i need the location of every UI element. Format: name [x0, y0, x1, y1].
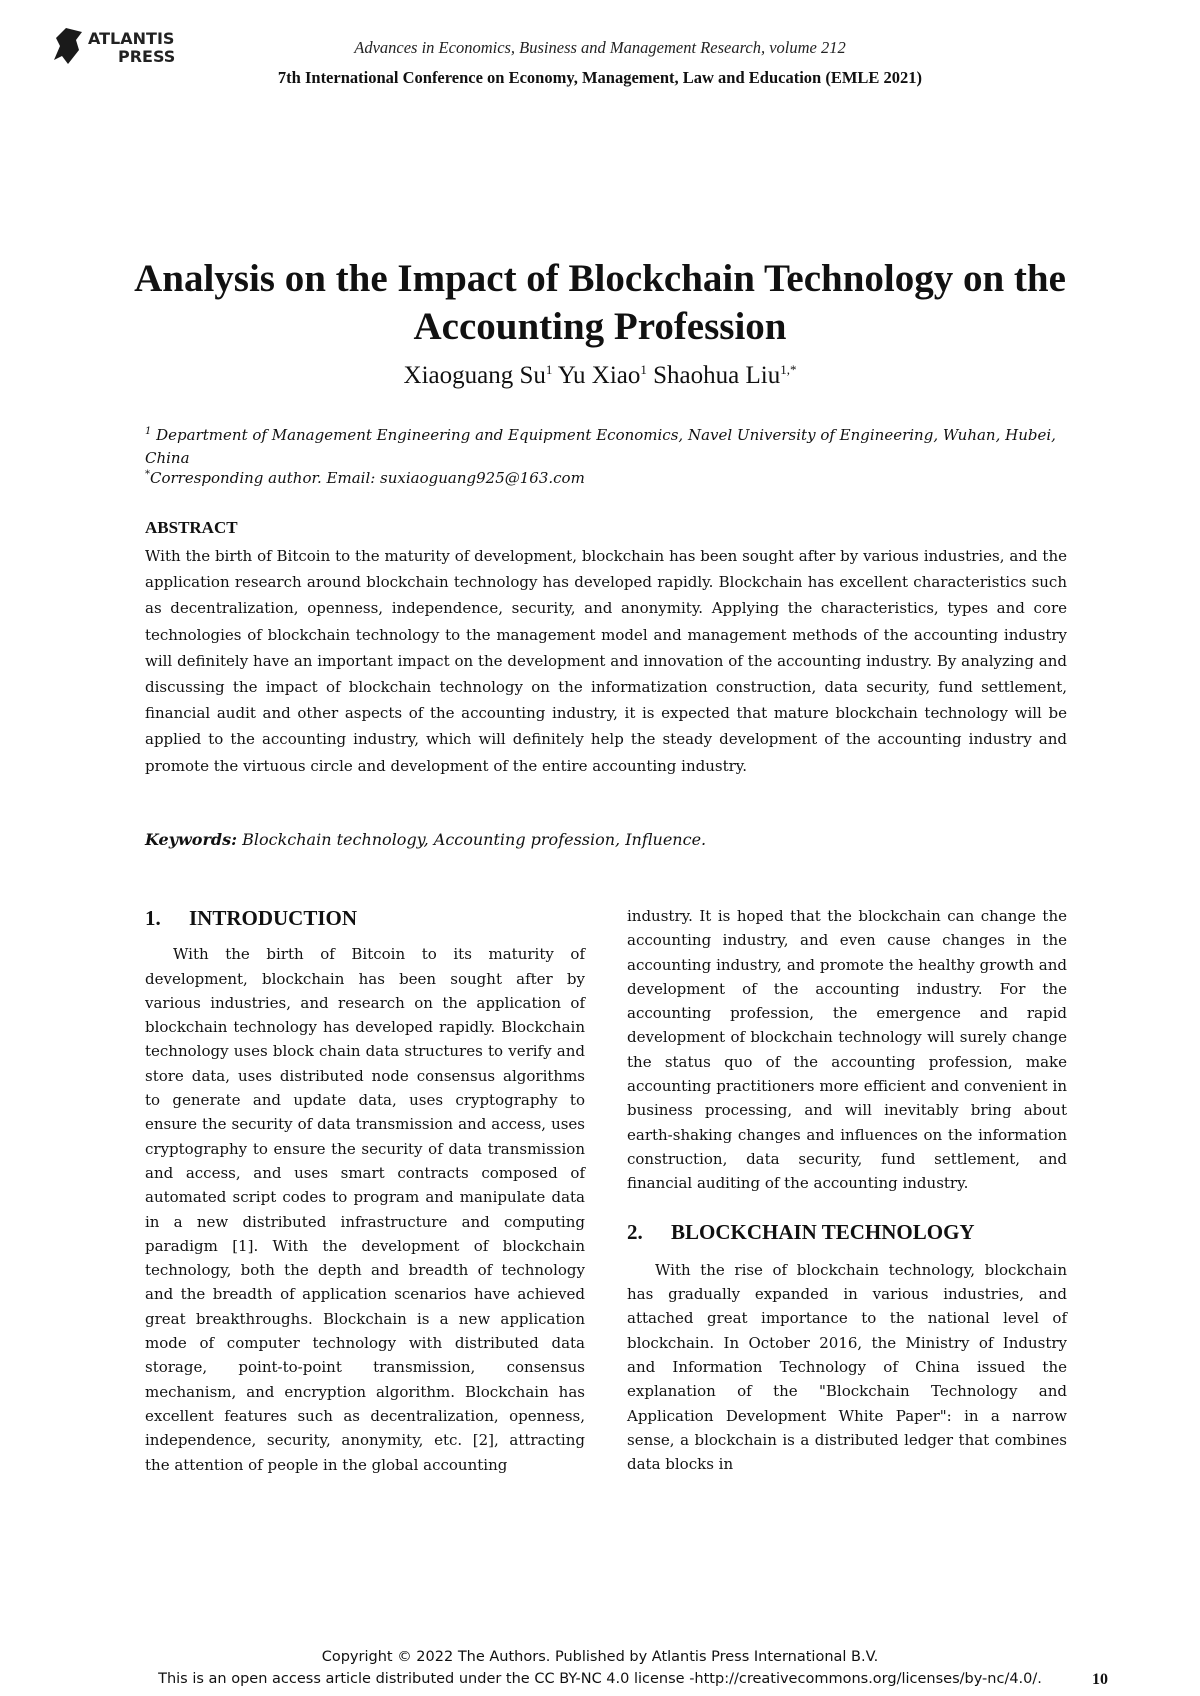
page-number: 10	[1092, 1671, 1108, 1688]
conference-title: 7th International Conference on Economy, Management, Law and Education (EMLE 2021)	[277, 68, 923, 87]
corresponding-text: Corresponding author. Email: suxiaoguang925@163.com	[150, 469, 585, 487]
blockchain-paragraph: With the rise of blockchain technology, blockchain has gradually expanded in various industries, and attached great importance to the national level of blockchain. In October 2016, the Ministry of Industry and Information Technology of China issued the explanation of the "Blockchain Technology and Application Development White Paper": in a narrow sense, a blockchain is a distributed ledger that combines data blocks in	[627, 1260, 1067, 1474]
corresponding-mark: *	[145, 469, 150, 480]
section-heading-introduction	[145, 906, 585, 930]
corresponding-author	[145, 469, 585, 487]
affiliation	[145, 420, 1065, 470]
affiliation-text: Department of Management Engineering and Equipment Economics, Navel University of Engineering, Wuhan, Hubei, China	[145, 426, 1056, 467]
keywords-label: Keywords:	[145, 830, 238, 849]
abstract-heading: ABSTRACT	[145, 518, 238, 537]
section-number: 2.	[627, 1219, 643, 1244]
author-name: Shaohua Liu	[653, 362, 781, 389]
right-column	[627, 904, 1067, 1477]
affiliation-mark: 1	[145, 426, 152, 437]
publisher-line1: ATLANTIS	[88, 29, 175, 48]
section-title: INTRODUCTION	[189, 906, 358, 930]
journal-title: Advances in Economics, Business and Management Research, volume 212	[354, 38, 846, 57]
author-affiliation-mark: 1	[640, 362, 647, 377]
footer-copyright: Copyright © 2022 The Authors. Published by Atlantis Press International B.V.	[321, 1649, 879, 1665]
footer-license: This is an open access article distributed under the CC BY-NC 4.0 license -http://creativecommons.org/licenses/by-nc/4.0/.	[158, 1671, 1042, 1687]
intro-paragraph: With the birth of Bitcoin to its maturity of development, blockchain has been sought after by various industries, and research on the application of blockchain technology has developed rapidly. Blockchain technology uses block chain data structures to verify and store data, uses distributed node consensus algorithms to generate and update data, uses cryptography to ensure the security of data transmission and access, uses cryptography to ensure the security of data transmission and access, and uses smart contracts composed of automated script codes to program and manipulate data in a new distributed infrastructure and computing paradigm [1]. With the development of blockchain technology, both the depth and breadth of technology and the breadth of application scenarios have achieved great breakthroughs. Blockchain is a new application mode of computer technology with distributed data storage, point-to-point transmission, consensus mechanism, and encryption algorithm. Blockchain has excellent features such as decentralization, openness, independence, security, anonymity, etc. [2], attracting the attention of people in the global accounting	[145, 945, 585, 1474]
section-number: 1.	[145, 906, 161, 930]
keywords	[145, 830, 1067, 849]
author-name: Yu Xiao	[557, 362, 641, 389]
publisher-line2: PRESS	[118, 47, 176, 66]
section-title: BLOCKCHAIN TECHNOLOGY	[671, 1219, 975, 1244]
author-list	[0, 362, 1200, 390]
author-affiliation-mark: 1	[545, 362, 553, 377]
left-column	[145, 906, 585, 1477]
author-name: Xiaoguang Su	[403, 362, 546, 389]
intro-paragraph-continued: industry. It is hoped that the blockchain can change the accounting industry, and even cause changes in the accounting industry, and promote the healthy growth and development of the accounting industry. For the accounting profession, the emergence and rapid development of blockchain technology will surely change the status quo of the accounting profession, make accounting practitioners more efficient and convenient in business processing, and will inevitably bring about earth-shaking changes and influences on the information construction, data security, fund settlement, and financial auditing of the accounting industry.	[627, 907, 1067, 1193]
section-heading-blockchain-technology	[627, 1220, 1067, 1244]
keywords-text: Blockchain technology, Accounting profession, Influence.	[242, 830, 707, 849]
abstract-body: With the birth of Bitcoin to the maturity of development, blockchain has been sought after by various industries, and the application research around blockchain technology has developed rapidly. Blockchain has excellent characteristics such as decentralization, openness, independence, security, and anonymity. Applying the characteristics, types and core technologies of blockchain technology to the management model and management methods of the accounting industry will definitely have an important impact on the development and innovation of the accounting industry. By analyzing and discussing the impact of blockchain technology on the informatization construction, data security, fund settlement, financial audit and other aspects of the accounting industry, it is expected that mature blockchain technology will be applied to the accounting industry, which will definitely help the steady development of the accounting industry and promote the virtuous circle and development of the entire accounting industry.	[145, 547, 1067, 775]
paper-title: Analysis on the Impact of Blockchain Technology on the Accounting Profession	[134, 257, 1066, 348]
author-affiliation-mark: 1,*	[780, 362, 797, 377]
